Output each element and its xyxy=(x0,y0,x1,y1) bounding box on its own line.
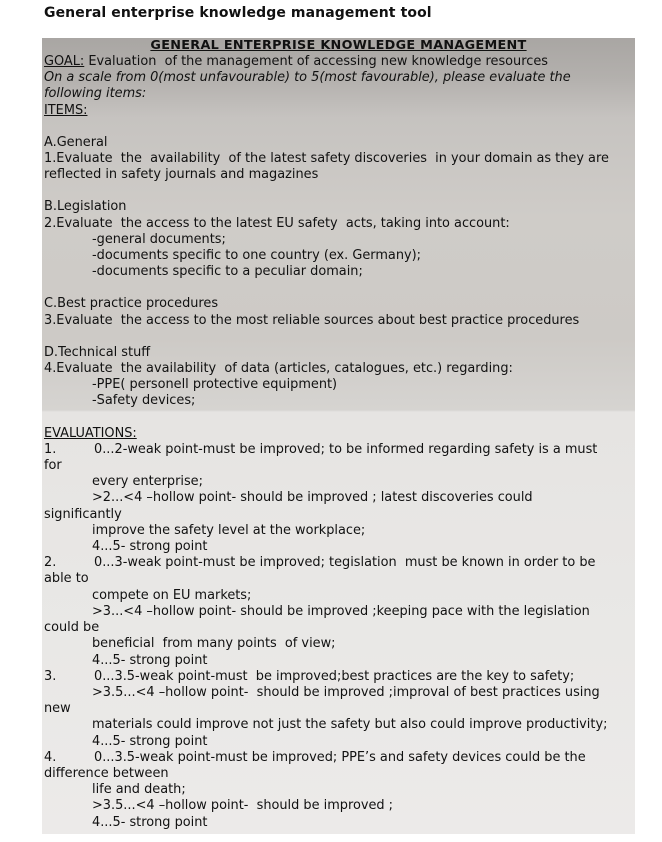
evaluation-4-line-b: life and death; xyxy=(92,782,186,798)
evaluation-3-weak: 0...3.5-weak point-must be improved;best practices are the key to safety; xyxy=(94,668,575,684)
evaluation-4-number: 4. xyxy=(44,749,57,765)
item-1-line-2: reflected in safety journals and magazines xyxy=(44,167,319,183)
evaluation-1-line-c2: significantly xyxy=(44,506,122,522)
item-4-sub-2: -Safety devices; xyxy=(92,393,196,409)
evaluation-2-weak: 0...3-weak point-must be improved; tegislation must be known in order to be xyxy=(94,555,596,571)
document-heading: GENERAL ENTERPRISE KNOWLEDGE MANAGEMENT xyxy=(150,38,527,53)
evaluation-4-strong: 4...5- strong point xyxy=(92,814,208,830)
evaluation-3-line-c: >3.5...<4 –hollow point- should be improved ;improval of best practices using xyxy=(92,684,600,700)
goal-label: GOAL: xyxy=(44,54,85,69)
item-2-sub-1: -general documents; xyxy=(92,231,226,247)
evaluation-2-line-c2: could be xyxy=(44,620,100,636)
scale-instruction-line-1: On a scale from 0(most unfavourable) to 5(most favourable), please evaluate the xyxy=(44,70,571,86)
item-3-line-1: 3.Evaluate the access to the most reliable sources about best practice procedures xyxy=(44,312,580,328)
section-technical-heading: D.Technical stuff xyxy=(44,344,151,360)
item-2-sub-3: -documents specific to a peculiar domain; xyxy=(92,264,363,280)
evaluation-4-weak: 0...3.5-weak point-must be improved; PPE’s and safety devices could be the xyxy=(94,749,586,765)
section-general-heading: A.General xyxy=(44,134,108,150)
evaluation-1-weak: 0...2-weak point-must be improved; to be informed regarding safety is a must xyxy=(94,441,598,457)
goal-text: Evaluation of the management of accessing new knowledge resources xyxy=(84,54,548,69)
evaluation-3-strong: 4...5- strong point xyxy=(92,733,208,749)
evaluation-2-line-b: compete on EU markets; xyxy=(92,587,252,603)
evaluation-2-line-a2: able to xyxy=(44,571,89,587)
evaluation-1-line-a2: for xyxy=(44,458,62,474)
evaluation-2-line-c: >3...<4 –hollow point- should be improved ;keeping pace with the legislation xyxy=(92,603,590,619)
page-title: General enterprise knowledge management tool xyxy=(44,5,432,21)
evaluation-4-line-a2: difference between xyxy=(44,765,169,781)
item-1-line-1: 1.Evaluate the availability of the latest safety discoveries in your domain as they are xyxy=(44,151,609,167)
evaluation-2-line-d: beneficial from many points of view; xyxy=(92,636,336,652)
evaluation-1-number: 1. xyxy=(44,441,57,457)
item-2-sub-2: -documents specific to one country (ex. Germany); xyxy=(92,248,422,264)
evaluations-label: EVALUATIONS: xyxy=(44,425,137,441)
scale-instruction-line-2: following items: xyxy=(44,86,147,102)
evaluation-3-line-c2: new xyxy=(44,701,71,717)
evaluation-1-strong: 4...5- strong point xyxy=(92,539,208,555)
evaluation-4-line-a xyxy=(42,750,635,766)
item-4-line-1: 4.Evaluate the availability of data (articles, catalogues, etc.) regarding: xyxy=(44,361,513,377)
evaluation-1-line-b: every enterprise; xyxy=(92,474,203,490)
evaluation-4-line-c: >3.5...<4 –hollow point- should be improved ; xyxy=(92,798,394,814)
evaluation-1-line-a xyxy=(42,442,635,458)
evaluation-3-line-d: materials could improve not just the safety but also could improve productivity; xyxy=(92,717,608,733)
item-2-line-1: 2.Evaluate the access to the latest EU safety acts, taking into account: xyxy=(44,215,510,231)
evaluation-2-line-a xyxy=(42,555,635,571)
goal-line xyxy=(42,54,635,70)
evaluation-3-line-a xyxy=(42,669,635,685)
evaluation-1-line-d: improve the safety level at the workplace; xyxy=(92,522,366,538)
item-4-sub-1: -PPE( personell protective equipment) xyxy=(92,377,338,393)
evaluation-3-number: 3. xyxy=(44,668,57,684)
evaluation-2-number: 2. xyxy=(44,555,57,571)
document-panel xyxy=(42,38,635,834)
section-best-practice-heading: C.Best practice procedures xyxy=(44,296,219,312)
evaluation-2-strong: 4...5- strong point xyxy=(92,652,208,668)
evaluation-1-line-c: >2...<4 –hollow point- should be improved ; latest discoveries could xyxy=(92,490,533,506)
section-legislation-heading: B.Legislation xyxy=(44,199,127,215)
items-label: ITEMS: xyxy=(44,102,88,118)
